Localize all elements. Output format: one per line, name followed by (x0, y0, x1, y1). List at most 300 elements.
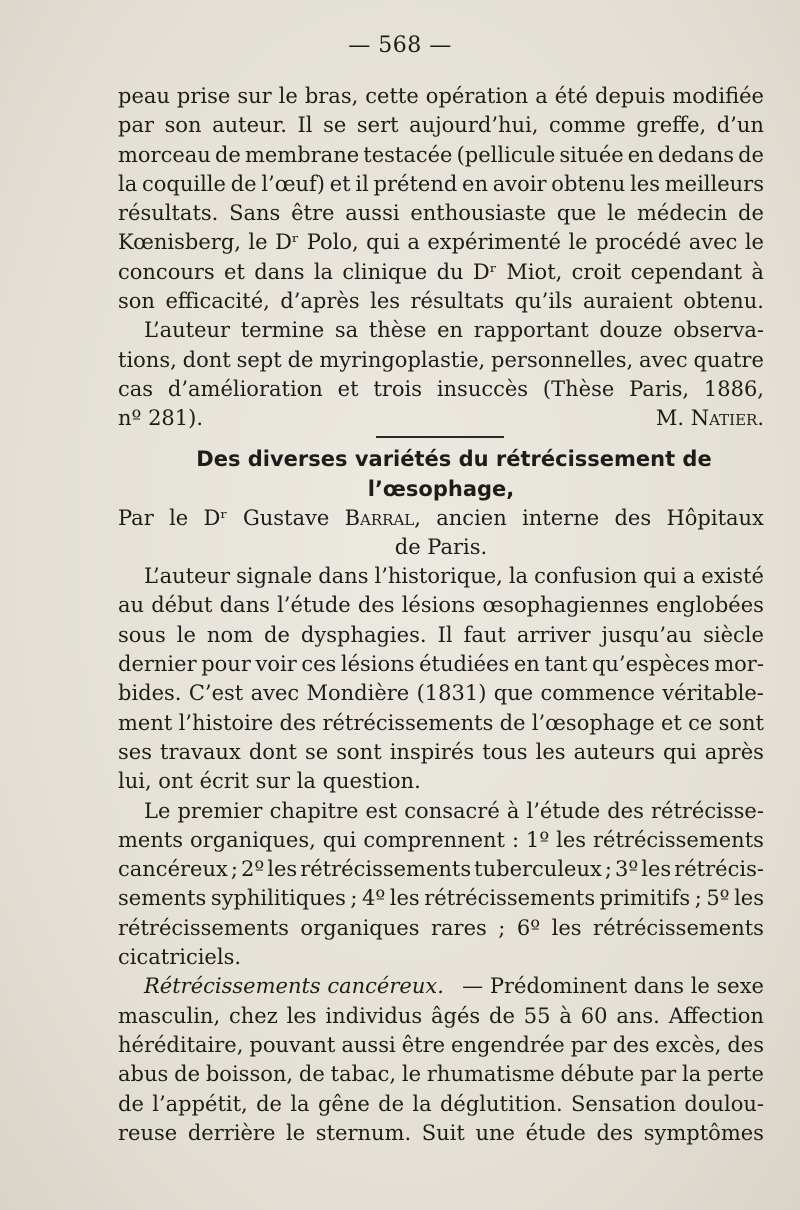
word: dans (219, 593, 270, 618)
word: qui (662, 739, 697, 764)
word: les (734, 886, 764, 911)
word: perte (707, 1062, 764, 1087)
word: l’étude (277, 593, 351, 618)
word: quatre (693, 347, 764, 372)
word: avec (688, 230, 738, 255)
word: Kœnisberg, (118, 230, 241, 255)
word: en (627, 142, 654, 167)
word: L’auteur (144, 564, 231, 589)
word: cette (365, 84, 419, 108)
word: les (630, 171, 660, 196)
word: rhumatisme (426, 1062, 555, 1087)
word: l’histoire (178, 710, 274, 735)
word: modifiée (672, 84, 764, 108)
word: des (614, 505, 652, 530)
word: des (612, 1032, 650, 1057)
word: 4º (362, 886, 386, 911)
word: étudiées (419, 652, 510, 677)
word: qui (322, 827, 357, 852)
word: qui (643, 564, 677, 589)
word: et (337, 376, 359, 401)
word: aussi (341, 1032, 396, 1057)
word: être (291, 201, 335, 226)
word: pour (201, 652, 251, 677)
word: débute (560, 1062, 635, 1087)
word: douze (599, 318, 663, 343)
word: Dʳ (275, 230, 300, 255)
word: la (412, 1091, 432, 1116)
word: individus (325, 1003, 423, 1028)
word: a (407, 230, 420, 255)
word: de (214, 142, 241, 167)
word: Miot, (506, 259, 563, 284)
word: observa- (673, 318, 764, 343)
word: aussi (345, 201, 400, 226)
word: être (401, 1032, 446, 1057)
word: Il (437, 622, 453, 647)
word: ment (118, 710, 173, 735)
word: cancéreux (118, 857, 228, 882)
word: de (489, 1003, 515, 1028)
word: de (264, 622, 290, 647)
word: Paris, (629, 376, 690, 401)
word: inspirés (389, 739, 475, 764)
word: Gustave (242, 505, 330, 530)
word: croit (571, 259, 622, 284)
word: consacré (404, 798, 500, 823)
word: Dʳ (472, 259, 497, 284)
word: une (475, 1120, 515, 1145)
cancerous-intro-text: — Prédominent dans le sexe (455, 974, 764, 999)
word: mor- (714, 652, 764, 677)
word: âgés (431, 1003, 481, 1028)
word: ; (230, 857, 238, 882)
thesis-reference-end: nº 281). (118, 406, 204, 431)
word: aujourd’hui, (409, 113, 539, 138)
word: testacée (363, 142, 453, 167)
word: et (660, 710, 682, 735)
word: englobées (656, 593, 764, 618)
word: à (751, 259, 764, 284)
word: greffe, (636, 113, 707, 138)
word: par (640, 1062, 677, 1087)
word: par (118, 113, 155, 138)
section-heading-cancerous: Rétrécissements cancéreux. (144, 974, 444, 999)
word: ces (301, 652, 337, 677)
word: ancien (436, 505, 507, 530)
text-line (118, 111, 764, 140)
word: Mondière (306, 681, 410, 706)
word: rares (430, 915, 487, 940)
word: Suit (421, 1120, 465, 1145)
word: la (313, 259, 334, 284)
word: rapportant (473, 318, 589, 343)
word: rétrécissements (593, 827, 764, 852)
word: 60 (580, 1003, 608, 1028)
word: derrière (187, 1120, 276, 1145)
text-line (118, 1090, 764, 1119)
text-line (118, 562, 764, 591)
word: que (493, 681, 534, 706)
word: son (118, 289, 155, 314)
text-line (118, 258, 764, 287)
word: dans (254, 259, 305, 284)
text-line (118, 375, 764, 404)
word: de (118, 1091, 144, 1116)
word: la (508, 564, 529, 589)
word: le (176, 622, 196, 647)
word: œsophagiennes (482, 593, 649, 618)
word: des (279, 710, 317, 735)
word: et (224, 259, 245, 284)
word: des (357, 593, 395, 618)
text-line (118, 82, 764, 111)
text-line (118, 650, 764, 679)
word: le (169, 505, 189, 530)
word: Par (118, 505, 154, 530)
word: rétrécissements (593, 915, 764, 940)
text-line (118, 316, 764, 345)
text-line (118, 591, 764, 620)
word: dont (182, 347, 231, 372)
word: expérimenté (427, 230, 561, 255)
word: insuccès (436, 376, 529, 401)
word: les (535, 739, 566, 764)
word: sternum. (315, 1120, 412, 1145)
word: interne (522, 505, 600, 530)
text-line (118, 884, 764, 913)
word: sert (356, 113, 399, 138)
word: il (355, 171, 369, 196)
word: à (559, 1003, 572, 1028)
word: en (513, 652, 540, 677)
word: sur (237, 84, 272, 108)
word: héréditaire, (118, 1032, 244, 1057)
word: cependant (630, 259, 743, 284)
word: de (287, 347, 314, 372)
word: avec (639, 347, 688, 372)
word: Polo, (306, 230, 359, 255)
word: abus (118, 1062, 169, 1087)
word: bides. (118, 681, 182, 706)
word: (pellicule (456, 142, 556, 167)
article-title-line-1: Des diverses variétés du rétrécissement de (196, 446, 712, 471)
word: dysphagies. (300, 622, 427, 647)
text-line (118, 621, 764, 650)
word: dont (248, 739, 297, 764)
word: les (551, 915, 582, 940)
word: le (744, 230, 764, 255)
word: syphilitiques (210, 886, 346, 911)
text-line (118, 914, 764, 943)
word: qu’ils (514, 289, 573, 314)
page-number: — 568 — (348, 33, 452, 58)
text-line (118, 826, 764, 855)
text-line: lui, ont écrit sur la question. (118, 769, 421, 794)
word: prétend (373, 171, 458, 196)
word: (1831) (416, 681, 487, 706)
text-line (118, 797, 764, 826)
word: masculin, (118, 1003, 221, 1028)
paragraph-history (118, 562, 764, 796)
word: par (570, 1032, 607, 1057)
word: déglutition. (439, 1091, 563, 1116)
word: doulou- (684, 1091, 764, 1116)
word: résultats. (118, 201, 219, 226)
word: faut (463, 622, 506, 647)
word: le (607, 201, 627, 226)
word: résultats (410, 289, 505, 314)
word: boisson, (205, 1062, 294, 1087)
text-line (118, 1119, 764, 1148)
word: dernier (118, 652, 197, 677)
word: arriver (516, 622, 591, 647)
word: des (596, 1120, 634, 1145)
word: Il (297, 113, 313, 138)
paragraph-thesis-conclusion-last-line (118, 404, 764, 433)
text-line (118, 170, 764, 199)
review-signature: M. Natier. (655, 406, 764, 431)
word: Sensation (571, 1091, 677, 1116)
word: dans (318, 564, 369, 589)
word: se (304, 739, 329, 764)
word: rétrécissements (300, 857, 472, 882)
word: rétrécis- (674, 857, 764, 882)
text-line (118, 1002, 764, 1031)
word: tions, (118, 347, 177, 372)
word: au (118, 593, 145, 618)
word: de (298, 1062, 325, 1087)
word: son (164, 113, 202, 138)
word: rétrécissements (424, 886, 596, 911)
word: sept (236, 347, 282, 372)
word: Affection (668, 1003, 764, 1028)
paragraph-grafting (118, 82, 764, 316)
word: commence (540, 681, 655, 706)
word: la (682, 1062, 702, 1087)
word: les (370, 289, 401, 314)
word: que (556, 201, 597, 226)
paragraph-cancerous (118, 1002, 764, 1148)
text-line (118, 1031, 764, 1060)
word: en (462, 171, 488, 196)
word: myringoplastie, (319, 347, 486, 372)
text-line (118, 709, 764, 738)
word: de (738, 201, 764, 226)
word: ses (118, 739, 152, 764)
word: obtenu. (683, 289, 764, 314)
word: des (607, 798, 644, 823)
word: a (682, 564, 696, 589)
word: a (535, 84, 548, 108)
word: après (704, 739, 764, 764)
word: ments (118, 827, 184, 852)
text-line (118, 199, 764, 228)
word: tous (482, 739, 528, 764)
word: pouvant (249, 1032, 336, 1057)
word: sont (718, 710, 764, 735)
word: chapitre (269, 798, 359, 823)
word: Barral, (344, 505, 421, 530)
text-line (118, 346, 764, 375)
word: auteurs (573, 739, 655, 764)
word: 2º (240, 857, 265, 882)
text-line (118, 228, 764, 257)
word: obtenu (551, 171, 626, 196)
word: personnelles, (491, 347, 634, 372)
word: l’étude (526, 798, 601, 823)
word: 1º (525, 827, 550, 852)
word: Sans (229, 201, 281, 226)
word: le (286, 1120, 306, 1145)
word: d’amélioration (167, 376, 323, 401)
word: clinique (342, 259, 428, 284)
word: premier (177, 798, 263, 823)
word: opération (425, 84, 529, 108)
word: 6º (516, 915, 541, 940)
word: membrane (244, 142, 360, 167)
word: organiques (300, 915, 420, 940)
word: comprennent (363, 827, 505, 852)
word: avec (250, 681, 300, 706)
word: termine (240, 318, 325, 343)
word: rétrécissements (322, 710, 494, 735)
word: reuse (118, 1120, 178, 1145)
text-line (118, 141, 764, 170)
word: ce (688, 710, 713, 735)
word: ; (498, 915, 506, 940)
word: de (174, 1062, 200, 1087)
word: rétrécissements (118, 915, 289, 940)
word: se (323, 113, 347, 138)
word: nom (206, 622, 254, 647)
word: prise (176, 84, 231, 108)
word: l’œuf) (261, 171, 325, 196)
word: comme (549, 113, 626, 138)
word: thèse (368, 318, 427, 343)
word: 1886, (703, 376, 764, 401)
word: les (267, 857, 298, 882)
word: le (248, 230, 268, 255)
word: travaux (160, 739, 241, 764)
word: et (329, 171, 351, 196)
word: siècle (703, 622, 764, 647)
word: de (230, 171, 257, 196)
word: auraient (583, 289, 673, 314)
text-line (118, 1060, 764, 1089)
article-byline-city: de Paris. (394, 534, 488, 559)
word: les (556, 827, 587, 852)
word: sont (336, 739, 382, 764)
word: en (437, 318, 464, 343)
text-line (118, 855, 764, 884)
word: tabac, (330, 1062, 397, 1087)
word: efficacité, (165, 289, 270, 314)
word: des (727, 1032, 764, 1057)
word: excès, (655, 1032, 722, 1057)
word: du (436, 259, 464, 284)
article-byline (118, 504, 764, 533)
word: tuberculeux (474, 857, 602, 882)
text-line (118, 287, 764, 316)
word: engendrée (451, 1032, 565, 1057)
word: sa (334, 318, 359, 343)
word: d’un (716, 113, 764, 138)
word: Hôpitaux (666, 505, 764, 530)
word: les (286, 1003, 317, 1028)
word: meilleurs (664, 171, 764, 196)
section-divider (376, 436, 504, 438)
word: voir (255, 652, 297, 677)
word: 55 (523, 1003, 551, 1028)
word: d’après (280, 289, 360, 314)
word: gêne (317, 1091, 370, 1116)
word: le (401, 1062, 422, 1087)
word: signale (236, 564, 313, 589)
word: (Thèse (542, 376, 615, 401)
word: organiques, (190, 827, 316, 852)
word: qui (366, 230, 400, 255)
word: primitifs (599, 886, 691, 911)
word: de (256, 1091, 282, 1116)
word: L’auteur (144, 318, 231, 343)
word: 3º (614, 857, 639, 882)
word: morceau (118, 142, 211, 167)
text-line (118, 738, 764, 767)
word: lésions (340, 652, 415, 677)
word: les (641, 857, 672, 882)
word: à (506, 798, 520, 823)
word: bras, (304, 84, 359, 108)
word: procédé (595, 230, 682, 255)
paragraph-chapter-one (118, 797, 764, 973)
word: trois (373, 376, 422, 401)
word: le (568, 230, 588, 255)
word: été (554, 84, 589, 108)
word: le (278, 84, 298, 108)
word: Dʳ (203, 505, 228, 530)
word: chez (229, 1003, 278, 1028)
word: lésions (401, 593, 476, 618)
word: ; (694, 886, 702, 911)
word: confusion (534, 564, 637, 589)
word: véritable- (662, 681, 764, 706)
word: située (559, 142, 624, 167)
word: Le (144, 798, 171, 823)
word: sous (118, 622, 166, 647)
word: la (290, 1091, 310, 1116)
paragraph-cancerous-first-line (118, 972, 764, 1001)
word: début (151, 593, 213, 618)
paragraph-thesis-conclusion (118, 316, 764, 404)
word: médecin (637, 201, 728, 226)
word: de (499, 710, 526, 735)
text-line: cicatriciels. (118, 945, 242, 970)
word: 5º (706, 886, 730, 911)
word: de (738, 142, 764, 167)
text-line (118, 679, 764, 708)
word: la (118, 171, 138, 196)
word: l’œsophage (531, 710, 655, 735)
word: : (511, 827, 520, 852)
word: de (378, 1091, 404, 1116)
word: l’appétit, (152, 1091, 248, 1116)
word: peau (118, 84, 170, 108)
word: C’est (188, 681, 244, 706)
word: depuis (595, 84, 666, 108)
word: cas (118, 376, 154, 401)
word: l’historique, (374, 564, 503, 589)
